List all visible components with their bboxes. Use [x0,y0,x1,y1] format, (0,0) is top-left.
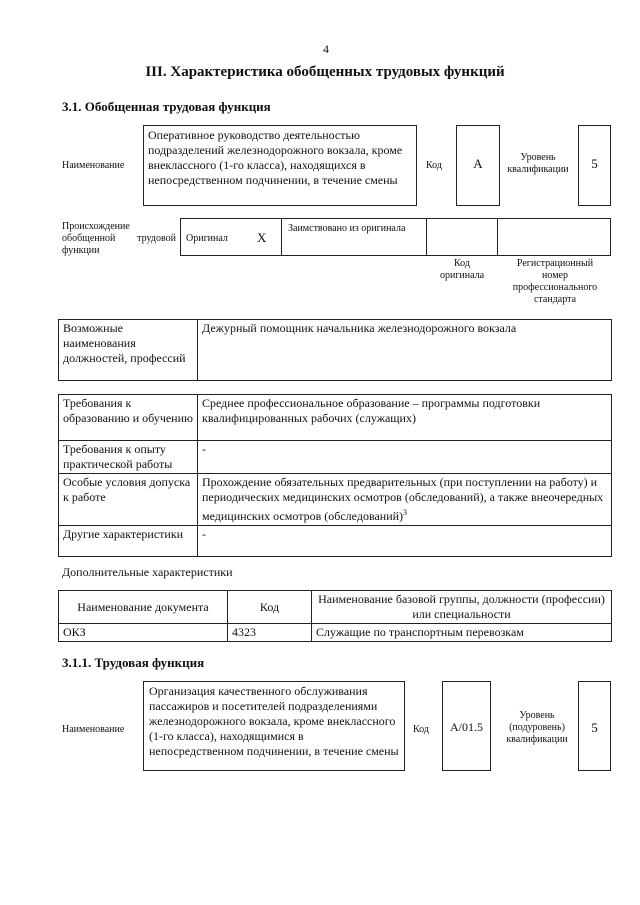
origin-label: Происхождение обобщенной трудовой функции [62,221,176,256]
tf-name-text: Организация качественного обслуживания пассажиров и посетителей подразделениями железнодорожного вокзала, кроме внеклассного (1-го класса), находящимися в непосредственном подчинении, в течение смены [149,684,399,758]
table-row [59,395,612,441]
gtf-level-box [578,125,611,206]
additional-title: Дополнительные характеристики [62,565,233,579]
tf-level-box [578,681,611,771]
req-label: Требования к образованию и обучению [59,395,198,441]
req-label: Требования к опыту практической работы [59,441,198,474]
additional-table [58,590,612,642]
positions-label: Возможные наименования должностей, профессий [59,320,198,381]
subsection-title: 3.1. Обобщенная трудовая функция [62,99,271,114]
table-row [59,591,612,624]
origin-reg-caption: Регистрационный номер профессионального стандарта [512,258,598,305]
origin-code-cell [426,218,498,256]
table-row [59,624,612,642]
gtf-name-label: Наименование [62,160,125,171]
req-value: - [198,526,612,557]
table-cell: ОКЗ [59,624,228,642]
origin-code-caption: Код оригинала [439,258,485,281]
section-title: III. Характеристика обобщенных трудовых функций [145,64,505,80]
req-value: Среднее профессиональное образование – программы подготовки квалифицированных рабочих (служащих) [198,395,612,441]
tf-name-label: Наименование [62,724,125,735]
tf-level-value: 5 [591,720,598,735]
req-value: - [198,441,612,474]
gtf-level-label: Уровень квалификации [507,152,569,175]
tf-name-box [143,681,405,771]
tf-code-label: Код [413,724,429,735]
origin-borrowed-label: Заимствовано из оригинала [288,223,406,234]
gtf-name-text: Оперативное руководство деятельностью подразделений железнодорожного вокзала, кроме внеклассного (1-го класса), находящихся в непосредственном подчинении, в течение смены [148,128,403,187]
tf-code-box [442,681,491,771]
req-label: Особые условия допуска к работе [59,474,198,526]
requirements-table [58,394,612,557]
origin-original-cell [180,218,282,256]
tf-level-label: Уровень (подуровень) квалификации [506,710,568,745]
table-row [59,441,612,474]
tf-title: 3.1.1. Трудовая функция [62,655,205,670]
req-label: Другие характеристики [59,526,198,557]
positions-table [58,319,612,381]
gtf-name-box [143,125,417,206]
gtf-code-label: Код [426,160,442,171]
table-row [59,526,612,557]
gtf-code-box [456,125,500,206]
table-header: Наименование документа [59,591,228,624]
table-header: Наименование базовой группы, должности (профессии) или специальности [312,591,612,624]
footnote-mark: 3 [403,508,408,517]
positions-value: Дежурный помощник начальника железнодорожного вокзала [198,320,612,381]
req-value: Прохождение обязательных предварительных (при поступлении на работу) и периодических медицинских осмотров (обследований), а также внеочередных медицинских осмотров (обследований) [202,475,604,523]
gtf-level-value: 5 [591,156,598,171]
table-header: Код [228,591,312,624]
origin-borrowed-cell [281,218,427,256]
gtf-code-value: A [473,156,483,171]
table-row [59,474,612,526]
tf-code-value: A/01.5 [450,720,483,734]
page-number: 4 [323,42,329,56]
origin-original-mark: X [257,230,267,245]
origin-reg-cell [497,218,611,256]
req-value-cell [198,474,612,526]
table-row [59,320,612,381]
table-cell: Служащие по транспортным перевозкам [312,624,612,642]
origin-original-label: Оригинал [186,233,228,244]
table-cell: 4323 [228,624,312,642]
